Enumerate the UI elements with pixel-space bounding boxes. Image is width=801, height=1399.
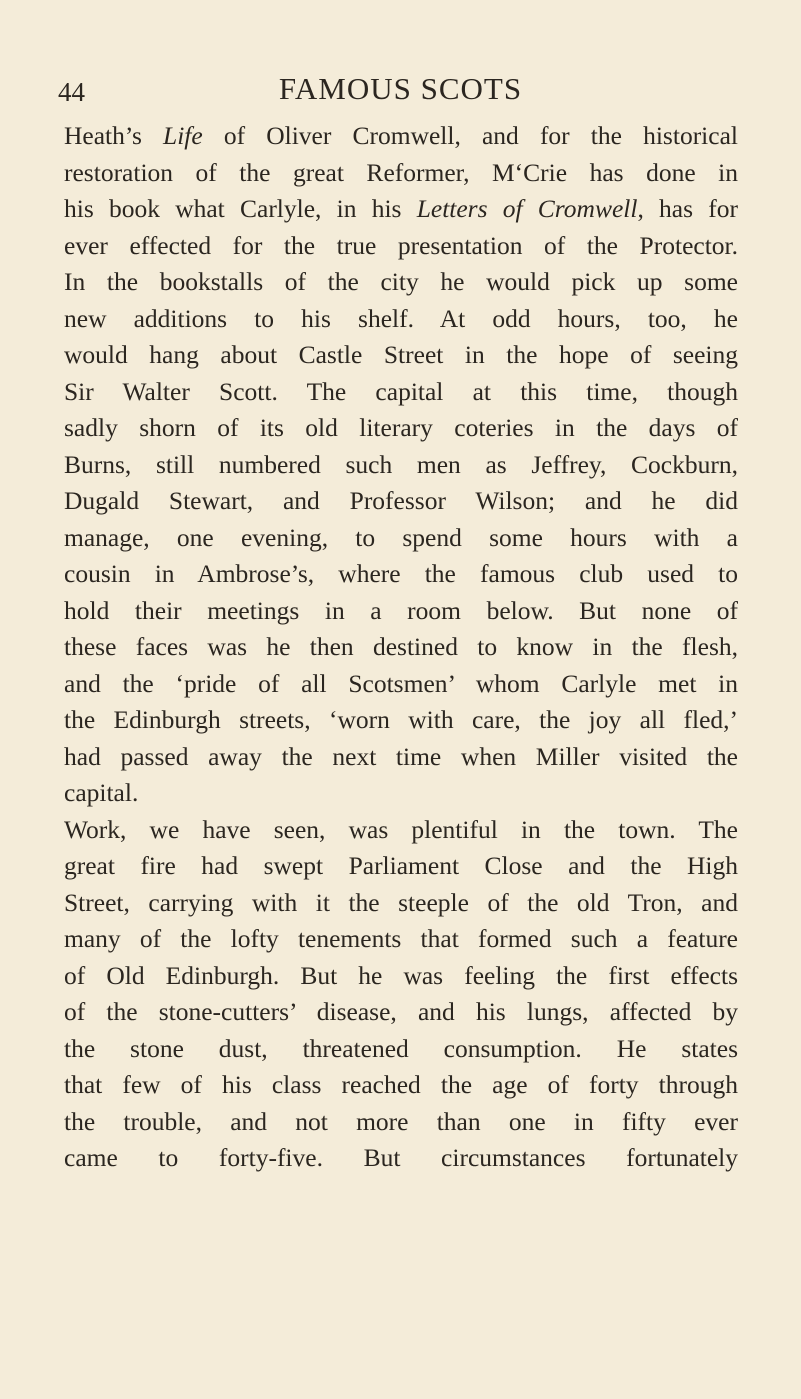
text-segment: new additions to his shelf. At odd hours, too, he bbox=[64, 303, 738, 333]
text-line bbox=[64, 191, 738, 228]
text-line bbox=[64, 885, 738, 922]
text-line bbox=[64, 483, 738, 520]
text-segment: Dugald Stewart, and Professor Wilson; and he did bbox=[64, 486, 738, 515]
text-segment: the stone dust, threatened consumption. He states bbox=[64, 1033, 738, 1063]
text-segment: restoration of the great Reformer, M‘Crie has done in bbox=[64, 157, 738, 187]
text-segment: came to forty-five. But circumstances fortunately bbox=[64, 1143, 738, 1172]
text-segment: sadly shorn of its old literary coteries in the days of bbox=[64, 413, 738, 442]
text-line bbox=[64, 410, 738, 447]
text-line bbox=[64, 593, 738, 630]
text-line bbox=[64, 921, 738, 958]
text-line bbox=[64, 155, 738, 192]
text-segment: ever effected for the true presentation of the Protector. bbox=[64, 230, 738, 260]
text-line bbox=[64, 702, 738, 739]
text-line bbox=[64, 1031, 738, 1068]
body-text bbox=[64, 118, 738, 1177]
text-line bbox=[64, 337, 738, 374]
text-segment: would hang about Castle Street in the hope of seeing bbox=[64, 340, 738, 369]
text-segment: Burns, still numbered such men as Jeffrey, Cockburn, bbox=[64, 449, 738, 479]
text-line bbox=[64, 228, 738, 265]
text-line bbox=[64, 264, 738, 301]
text-segment: capital. bbox=[64, 778, 139, 807]
italic-title: Letters of Cromwell bbox=[416, 194, 638, 223]
text-line bbox=[64, 1104, 738, 1141]
running-title: FAMOUS SCOTS bbox=[278, 71, 523, 106]
text-line bbox=[64, 666, 738, 703]
text-segment: Street, carrying with it the steeple of the old Tron, and bbox=[64, 887, 738, 917]
text-segment: , has for bbox=[637, 194, 738, 223]
text-segment: In the bookstalls of the city he would pick up some bbox=[64, 267, 738, 296]
text-line bbox=[64, 629, 738, 666]
text-segment: Heath’s bbox=[64, 121, 164, 150]
text-segment: and the ‘pride of all Scotsmen’ whom Carlyle met in bbox=[64, 668, 738, 698]
text-segment: of Old Edinburgh. But he was feeling the first effects bbox=[64, 960, 738, 990]
text-line bbox=[64, 812, 738, 849]
text-line bbox=[64, 775, 738, 812]
text-segment: his book what Carlyle, in his bbox=[64, 194, 417, 223]
text-line bbox=[64, 1067, 738, 1104]
text-line bbox=[64, 447, 738, 484]
text-segment: had passed away the next time when Miller visited the bbox=[64, 741, 738, 771]
text-segment: the Edinburgh streets, ‘worn with care, the joy all fled,’ bbox=[64, 705, 738, 734]
text-segment: of Oliver Cromwell, and for the historical bbox=[202, 121, 738, 150]
text-segment: hold their meetings in a room below. But none of bbox=[64, 595, 738, 625]
text-segment: cousin in Ambrose’s, where the famous club used to bbox=[64, 559, 738, 588]
text-segment: Sir Walter Scott. The capital at this time, though bbox=[64, 376, 738, 406]
text-segment: of the stone-cutters’ disease, and his lungs, affected by bbox=[64, 997, 738, 1026]
text-line bbox=[64, 848, 738, 885]
text-line bbox=[64, 520, 738, 557]
text-line bbox=[64, 739, 738, 776]
text-line bbox=[64, 118, 738, 155]
text-segment: Work, we have seen, was plentiful in the town. The bbox=[64, 814, 738, 844]
italic-title: Life bbox=[163, 121, 203, 150]
text-segment: many of the lofty tenements that formed such a feature bbox=[64, 924, 738, 953]
text-line bbox=[64, 301, 738, 338]
text-segment: manage, one evening, to spend some hours with a bbox=[64, 522, 738, 552]
text-line bbox=[64, 994, 738, 1031]
text-line bbox=[64, 1140, 738, 1177]
text-segment: these faces was he then destined to know in the flesh, bbox=[64, 632, 738, 661]
text-segment: the trouble, and not more than one in fifty ever bbox=[64, 1106, 738, 1136]
page-number: 44 bbox=[58, 77, 85, 107]
text-line bbox=[64, 556, 738, 593]
text-line bbox=[64, 958, 738, 995]
text-segment: that few of his class reached the age of forty through bbox=[64, 1070, 738, 1099]
text-segment: great fire had swept Parliament Close and the High bbox=[64, 851, 738, 880]
text-line bbox=[64, 374, 738, 411]
